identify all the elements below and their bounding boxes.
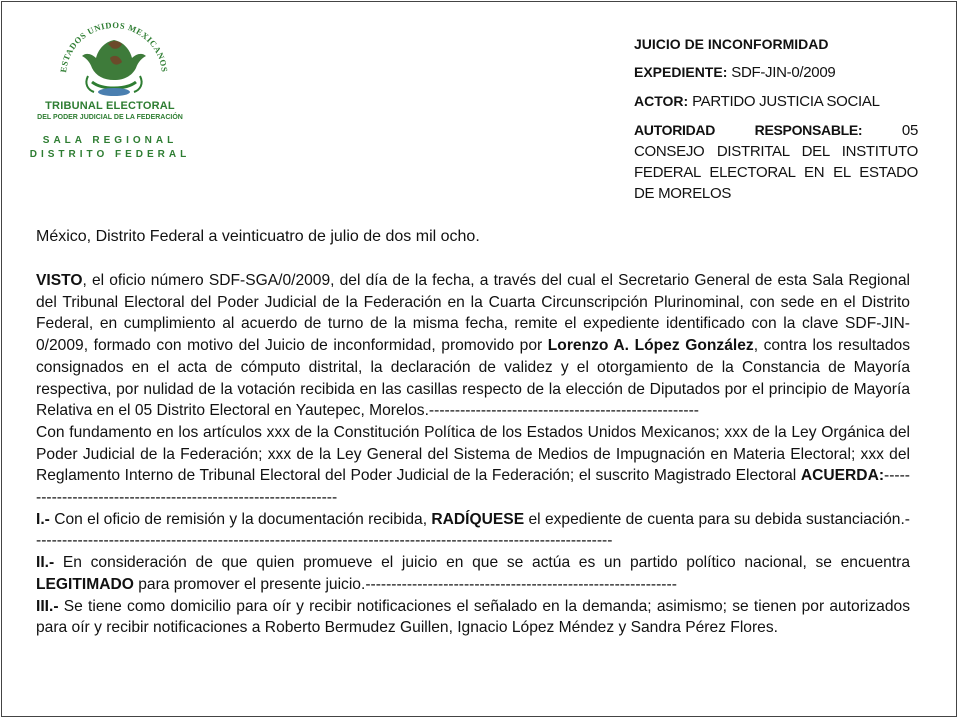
expediente-value: SDF-JIN-0/2009 (731, 64, 836, 81)
date-line: México, Distrito Federal a veinticuatro de julio de dos mil ocho. (36, 228, 480, 245)
case-title: JUICIO DE INCONFORMIDAD (634, 36, 829, 52)
actor-label: ACTOR: (634, 93, 689, 109)
case-header (634, 34, 918, 212)
expediente-label: EXPEDIENTE: (634, 64, 728, 80)
paragraph-visto: VISTO, el oficio número SDF-SGA/0/2009, del día de la fecha, a través del cual el Secretario General de esta Sala Regional del Tribunal Electoral del Poder Judicial de la Federación en la Cuarta Circunscripción Plurinominal, con sede en el Distrito Federal, en cumplimiento al acuerdo de turno de la misma fecha, remite el expediente identificado con la clave SDF-JIN-0/2009, formado con motivo del Juicio de inconformidad, promovido por Lorenzo A. López González, contra los resultados consignados en el acta de cómputo distrital, la declaración de validez y el otorgamiento de la Constancia de Mayoría respectiva, por nulidad de la votación recibida en las casillas respecto de la elección de Diputados por el principio de Mayoría Relativa en el 05 Distrito Electoral en Yautepec, Morelos.---------------------------------------------------- (36, 272, 910, 420)
autoridad-label: AUTORIDAD RESPONSABLE: (634, 122, 863, 138)
distrito-federal-label: DISTRITO FEDERAL (29, 149, 191, 160)
tribunal-name: TRIBUNAL ELECTORAL (45, 100, 175, 112)
document-body (36, 270, 910, 639)
paragraph-legitimado: II.- En consideración de que quien promueve el juicio en que se actúa es un partido político nacional, se encuentra LEGITIMADO para promover el presente juicio.------------------------------------------------------------ (36, 554, 910, 593)
actor-line (634, 91, 918, 112)
paragraph-domicilio: III.- Se tiene como domicilio para oír y recibir notificaciones el señalado en la demanda; asimismo; se tienen por autorizados para oír y recibir notificaciones a Roberto Bermudez Guillen, Ignacio López Méndez y Sandra Pérez Flores. (36, 597, 910, 637)
expediente-line (634, 62, 918, 83)
autoridad-value: 05 CONSEJO DISTRITAL DEL INSTITUTO FEDERAL ELECTORAL EN EL ESTADO DE MORELOS (634, 122, 919, 202)
autoridad-line (634, 120, 918, 204)
paragraph-fundamento: Con fundamento en los artículos xxx de la Constitución Política de los Estados Unidos Mexicanos; xxx de la Ley Orgánica del Poder Judicial de la Federación; xxx de la Ley General del Sistema de Medios de Impugnación en Materia Electoral; xxx del Reglamento Interno de Tribunal Electoral del Poder Judicial de la Federación; el suscrito Magistrado Electoral ACUERDA:--------------------------------------------------------------- (36, 423, 910, 507)
sala-regional-label: SALA REGIONAL (42, 135, 178, 146)
actor-value: PARTIDO JUSTICIA SOCIAL (692, 93, 880, 110)
tribunal-subtitle: DEL PODER JUDICIAL DE LA FEDERACIÓN (37, 114, 183, 121)
paragraph-radiquese: I.- Con el oficio de remisión y la documentación recibida, RADÍQUESE el expediente de cuenta para su debida sustanciación.---------------------------------------------------------------------------------------------------------------- (36, 510, 910, 550)
mexican-seal-logo (52, 14, 176, 106)
seal-arc-text: ESTADOS UNIDOS MEXICANOS (58, 19, 170, 73)
